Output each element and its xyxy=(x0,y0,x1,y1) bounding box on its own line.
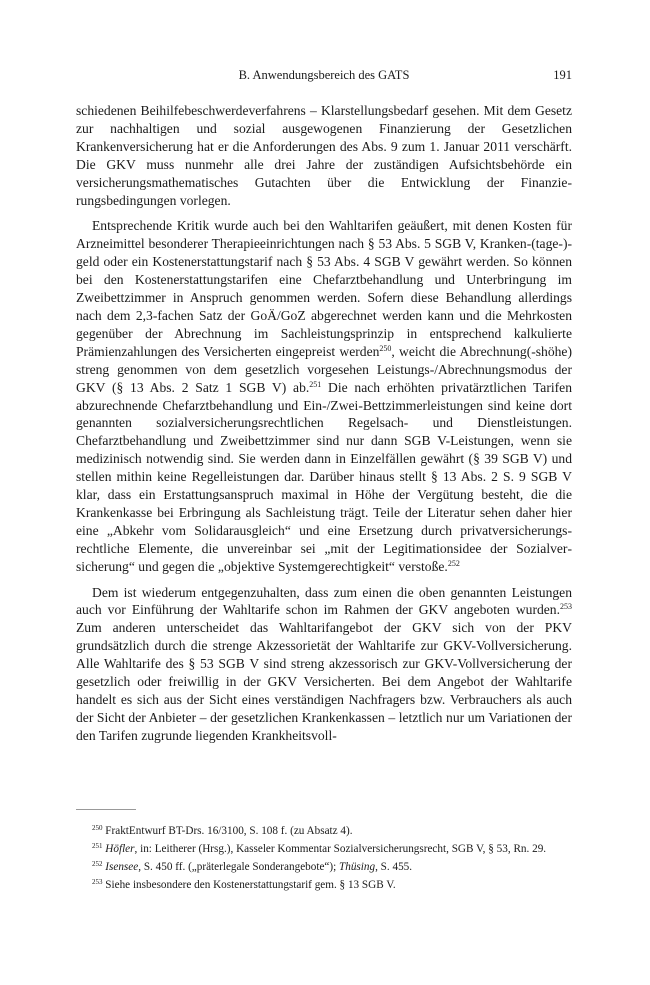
paragraph-3-text-a: Dem ist wiederum entgegenzuhalten, dass zum einen die oben genannten Leistungen auch vor Einführung der Wahltarife schon im Rahmen der GKV angeboten wurden. xyxy=(76,584,572,618)
footnote-number: 250 xyxy=(92,824,103,832)
paragraph-2-text-a: Entsprechende Kritik wurde auch bei den Wahltarifen geäußert, mit denen Kosten für Arzneimittel besonderer Therapieeinrichtungen nach § 53 Abs. 5 SGB V, Kranken-(tage-)-geld oder ein Kostenerstattungstarif nach § 53 Abs. 4 SGB V gewährt werden. So können bei den Kostenerstattungstarifen eine Chefarztbehandlung und Unterbringung im Zweibettzimmer in Anspruch genommen werden. Sofern diese Behandlung allerdings nach dem 2,3-fachen Satz der GoÄ/GoZ abgerechnet werden kann und die Mehrkosten gegenüber der Abrechnung im Sachleistungsprinzip in entsprechend kalkulierte Prämienzahlungen des Versicherten eingepreist werden xyxy=(76,218,572,359)
footnote-number: 251 xyxy=(92,842,103,850)
footnote-author: Höfler xyxy=(105,843,135,855)
footnote-separator xyxy=(76,809,136,810)
paragraph-3-text-b: Zum anderen unterscheidet das Wahltarifangebot der GKV sich von der PKV grundsätzlich durch die strenge Akzessorietät der Wahltarife zur GKV-Vollversicherung. Alle Wahltarife des § 53 SGB V sind streng akzessorisch zur GKV-Vollversicherung der gesetzlich oder freiwillig in der GKV Versicherten. Bei dem Angebot der Wahltarife handelt es sich aus der Sicht eines verständigen Nachfragers bzw. Verbrauchers als auch der Sicht der Anbieter – der gesetzlichen Krankenkassen – letztlich nur um Variationen der den Tarifen zugrunde liegenden Krankheitsvoll- xyxy=(76,620,572,743)
running-head xyxy=(76,68,572,84)
footnote-text: Siehe insbesondere den Kostenerstattungstarif gem. § 13 SGB V. xyxy=(105,879,396,891)
footnote-253 xyxy=(76,878,572,893)
paragraph-1-text: schiedenen Beihilfebeschwerdeverfahrens – Klarstellungsbedarf gesehen. Mit dem Gesetz zur nachhaltigen und sozial ausgewogenen Finanzierung der Gesetzlichen Krankenversicherung hat er die Anforderungen des Abs. 9 zum 1. Januar 2011 verschärft. Die GKV muss nunmehr alle drei Jahre der zuständigen Aufsichtsbehörde ein versicherungsmathematisches Gutachten über die Entwicklung der Finanzierungsbedingungen vorlegen. xyxy=(76,103,572,208)
footnote-author-2: Thüsing xyxy=(339,861,376,873)
paragraph-2 xyxy=(76,217,572,575)
footnote-ref-253[interactable]: 253 xyxy=(560,602,572,612)
footnote-ref-251[interactable]: 251 xyxy=(309,379,322,389)
footnote-text: , S. 450 ff. („präterlegale Sonderangebote“); xyxy=(138,861,340,873)
footnote-text-2: , S. 455. xyxy=(375,861,413,873)
footnote-251 xyxy=(76,842,572,857)
footnote-ref-252[interactable]: 252 xyxy=(447,558,460,568)
paragraph-2-text-c: Die nach erhöhten privatärztlichen Tarifen abzurechnende Chefarztbehandlung und Ein-/Zwei-Bettzimmerleistungen sind keine dort genannten sozialversicherungsrechtlichen Regelsach- und Dienstleistungen. Chefarztbehandlung und Zweibettzimmer sind nur dann SGB V-Leistungen, wenn sie medizinisch notwendig sind. Sie werden dann in Einzelfällen gewährt (§ 39 SGB V) und stellen mithin keine Regelleistungen dar. Darüber hinaus stellt § 13 Abs. 2 S. 9 SGB V klar, dass ein Erstattungsanspruch maximal in Höhe der Vergütung besteht, die die Krankenkasse bei Erbringung als Sachleistung trägt. Teile der Literatur sehen daher hier eine „Abkehr vom Solidarausgleich“ und eine Ersetzung durch privatversicherungsrechtliche Elemente, die unvereinbar sei „mit der Legitimationsidee der Sozialversicherung“ und gegen die „objektive Systemgerechtigkeit“ verstoße. xyxy=(76,379,572,574)
paragraph-2-text-b: , weicht die Abrechnung(-shöhe) streng genommen von dem gesetzlich vorgesehen Leistungs-/Abrechnungsmodus der GKV (§ 13 Abs. 2 Satz 1 SGB V) ab. xyxy=(76,343,572,395)
footnote-number: 252 xyxy=(92,860,103,868)
footnote-text: FraktEntwurf BT-Drs. 16/3100, S. 108 f. (zu Absatz 4). xyxy=(105,825,353,837)
footnote-ref-250[interactable]: 250 xyxy=(379,343,392,353)
running-head-title: B. Anwendungsbereich des GATS xyxy=(238,68,410,82)
footnote-250 xyxy=(76,824,572,839)
page-number: 191 xyxy=(553,68,572,82)
footnote-author: Isensee xyxy=(105,861,139,873)
footnote-text: , in: Leitherer (Hrsg.), Kasseler Kommentar Sozialversicherungsrecht, SGB V, § 53, Rn. 29. xyxy=(134,843,547,855)
paragraph-1 xyxy=(76,102,572,209)
footnotes xyxy=(76,824,572,896)
footnote-number: 253 xyxy=(92,878,103,886)
body-text xyxy=(76,102,572,745)
footnote-252 xyxy=(76,860,572,875)
paragraph-3 xyxy=(76,584,572,745)
